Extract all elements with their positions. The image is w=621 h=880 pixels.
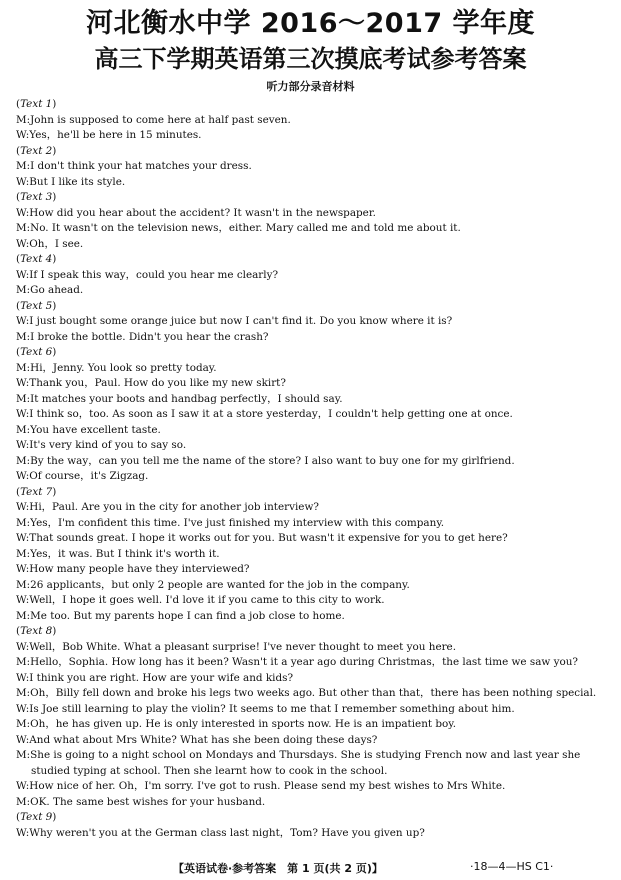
page-title: 河北衡水中学 2016～2017 学年度 bbox=[85, 8, 536, 39]
text-label: (Text 5) bbox=[16, 299, 57, 312]
transcript-line: M:OK. The same best wishes for your husband. bbox=[16, 795, 266, 808]
page-subtitle: 高三下学期英语第三次摸底考试参考答案 bbox=[94, 45, 527, 73]
text-label: (Text 7) bbox=[16, 485, 57, 498]
transcript-line: M:You have excellent taste. bbox=[16, 423, 161, 436]
transcript-line: M:Yes，it was. But I think it's worth it. bbox=[16, 547, 220, 560]
section-heading: 听力部分录音材料 bbox=[266, 80, 355, 93]
transcript-line: W:And what about Mrs White? What has she been doing these days? bbox=[16, 733, 378, 746]
transcript-line: W:I think so，too. As soon as I saw it at a store yesterday，I couldn't help getting one at once. bbox=[16, 408, 513, 420]
transcript-line: M:I broke the bottle. Didn't you hear the crash? bbox=[16, 330, 269, 343]
text-label: (Text 4) bbox=[16, 253, 57, 265]
transcript-line: M:It matches your boots and handbag perfectly，I should say. bbox=[16, 392, 343, 405]
transcript-line: W:I just bought some orange juice but now I can't find it. Do you know where it is? bbox=[16, 315, 453, 327]
transcript-line: W:That sounds great. I hope it works out for you. But wasn't it expensive for you to get here? bbox=[16, 532, 508, 544]
transcript-line: M:Me too. But my parents hope I can find a job close to home. bbox=[16, 609, 345, 622]
transcript-line: M:Yes，I'm confident this time. I've just finished my interview with this company. bbox=[16, 516, 445, 529]
transcript-line: W:How nice of her. Oh，I'm sorry. I've got to rush. Please send my best wishes to Mrs White. bbox=[16, 780, 506, 792]
footer-code: ·18—4—HS C1· bbox=[470, 860, 554, 873]
transcript-line: W:It's very kind of you to say so. bbox=[16, 439, 187, 451]
transcript-line: W:Of course，it's Zigzag. bbox=[16, 470, 149, 482]
transcript-line: M:No. It wasn't on the television news，either. Mary called me and told me about it. bbox=[16, 222, 461, 234]
text-label: (Text 3) bbox=[16, 191, 57, 203]
transcript-line: M:John is supposed to come here at half past seven. bbox=[16, 113, 291, 126]
transcript-line: W:Yes，he'll be here in 15 minutes. bbox=[16, 129, 202, 141]
transcript-line: W:If I speak this way，could you hear me clearly? bbox=[16, 268, 279, 281]
transcript-line: W:Thank you，Paul. How do you like my new skirt? bbox=[16, 377, 286, 389]
listening-transcript bbox=[16, 97, 610, 841]
transcript-line: M:I don't think your hat matches your dress. bbox=[16, 160, 252, 172]
transcript-line: W:But I like its style. bbox=[16, 175, 126, 188]
transcript-line: M:She is going to a night school on Mondays and Thursdays. She is studying French now and last year she bbox=[16, 749, 581, 761]
text-label: (Text 8) bbox=[16, 625, 57, 637]
transcript-line: W:Is Joe still learning to play the violin? It seems to me that I remember something about him. bbox=[16, 702, 515, 715]
transcript-line: M:Hello，Sophia. How long has it been? Wasn't it a year ago during Christmas，the last time we saw you? bbox=[16, 656, 578, 668]
transcript-line: W:How many people have they interviewed? bbox=[16, 563, 250, 575]
transcript-line: W:I think you are right. How are your wife and kids? bbox=[16, 671, 294, 684]
transcript-line: M:Oh，Billy fell down and broke his legs two weeks ago. But other than that，there has been nothing special. bbox=[16, 687, 597, 699]
transcript-line: M:Go ahead. bbox=[16, 284, 84, 296]
text-label: (Text 1) bbox=[16, 98, 57, 110]
transcript-line: W:Well，Bob White. What a pleasant surprise! I've never thought to meet you here. bbox=[16, 640, 457, 653]
page-footer bbox=[0, 860, 621, 876]
transcript-line: W:Well，I hope it goes well. I'd love it if you came to this city to work. bbox=[16, 594, 385, 606]
text-label: (Text 2) bbox=[16, 144, 57, 157]
transcript-line: W:Oh，I see. bbox=[16, 237, 84, 250]
transcript-line: W:Why weren't you at the German class last night，Tom? Have you given up? bbox=[16, 826, 425, 839]
transcript-line: M:Hi，Jenny. You look so pretty today. bbox=[16, 361, 217, 374]
transcript-line: M:By the way，can you tell me the name of the store? I also want to buy one for my girlfriend. bbox=[16, 454, 515, 467]
transcript-line: W:Hi，Paul. Are you in the city for another job interview? bbox=[16, 501, 319, 513]
text-label: (Text 9) bbox=[16, 811, 57, 823]
transcript-line: studied typing at school. Then she learnt how to cook in the school. bbox=[31, 764, 388, 777]
transcript-line: W:How did you hear about the accident? It wasn't in the newspaper. bbox=[16, 206, 376, 219]
transcript-line: M:26 applicants，but only 2 people are wanted for the job in the company. bbox=[16, 578, 410, 591]
footer-page-info: 【英语试卷·参考答案 第 1 页(共 2 页)】 bbox=[173, 862, 383, 875]
transcript-line: M:Oh，he has given up. He is only interested in sports now. He is an impatient boy. bbox=[16, 718, 457, 730]
text-label: (Text 6) bbox=[16, 346, 57, 358]
